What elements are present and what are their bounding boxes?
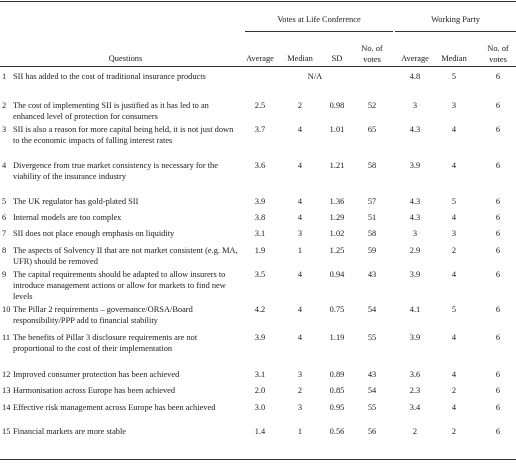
cell-wp-votes: 6 — [495, 101, 501, 110]
cell-wp-avg: 3.9 — [409, 333, 421, 342]
cell-conf-avg: 3.1 — [254, 229, 266, 238]
cell-wp-votes: 6 — [495, 246, 501, 255]
cell-wp-votes: 6 — [495, 161, 501, 170]
column-header-conf-sd: SD — [331, 54, 343, 63]
cell-conf-med: 2 — [297, 101, 303, 110]
cell-conf-sd: 0.56 — [329, 427, 345, 436]
cell-conf-med: 4 — [297, 161, 303, 170]
cell-wp-med: 4 — [451, 161, 457, 170]
cell-wp-avg: 4.1 — [409, 305, 421, 314]
cell-conf-med: 4 — [297, 270, 303, 279]
header-bottom-rule — [0, 66, 516, 67]
cell-conf-avg: 3.9 — [254, 333, 266, 342]
cell-conf-avg: 3.8 — [254, 213, 266, 222]
cell-wp-med: 5 — [451, 305, 457, 314]
cell-wp-avg: 4.8 — [409, 72, 421, 81]
cell-wp-med: 2 — [451, 427, 457, 436]
column-header-questions: Questions — [108, 54, 143, 63]
cell-conf-votes: 56 — [367, 427, 377, 436]
cell-conf-med: 3 — [297, 403, 303, 412]
cell-conf-avg: 2.0 — [254, 386, 266, 395]
column-header-conf-votes: No. of votes — [361, 44, 383, 64]
row-number: 13 — [2, 386, 11, 395]
cell-conf-sd: 0.85 — [329, 386, 345, 395]
cell-conf-votes: 55 — [367, 403, 377, 412]
question-text: Harmonisation across Europe has been achieved — [13, 386, 176, 395]
cell-wp-avg: 3.9 — [409, 161, 421, 170]
cell-conf-votes: 43 — [367, 370, 377, 379]
cell-conf-med: 2 — [297, 386, 303, 395]
cell-conf-avg: 2.5 — [254, 101, 266, 110]
cell-conf-avg: 3.7 — [254, 125, 266, 134]
cell-wp-avg: 4.3 — [409, 213, 421, 222]
row-number: 9 — [2, 270, 7, 279]
question-text: Financial markets are more stable — [13, 427, 127, 436]
cell-conf-sd: 1.29 — [329, 213, 345, 222]
row-number: 10 — [2, 305, 11, 314]
cell-wp-med: 3 — [451, 229, 457, 238]
row-number: 15 — [2, 427, 11, 436]
cell-conf-sd: 0.95 — [329, 403, 345, 412]
cell-wp-votes: 6 — [495, 270, 501, 279]
cell-wp-med: 4 — [451, 370, 457, 379]
cell-wp-med: 4 — [451, 270, 457, 279]
cell-conf-avg: 3.9 — [254, 197, 266, 206]
group-header-conference: Votes at Life Conference — [277, 15, 361, 24]
cell-conf-sd: 0.94 — [329, 270, 345, 279]
cell-wp-avg: 3.4 — [409, 403, 421, 412]
cell-conf-avg: 1.4 — [254, 427, 266, 436]
row-number: 6 — [2, 213, 7, 222]
cell-wp-avg: 2 — [412, 427, 418, 436]
group-rule-conference — [245, 31, 393, 32]
cell-conf-med: 4 — [297, 125, 303, 134]
group-header-working-party: Working Party — [431, 15, 480, 24]
cell-wp-votes: 6 — [495, 229, 501, 238]
cell-wp-med: 2 — [451, 386, 457, 395]
question-text: SII is also a reason for more capital being held, it is not just down to the economic impacts of falling interest rates — [13, 125, 234, 145]
cell-conf-med: 4 — [297, 197, 303, 206]
cell-conf-avg: 3.1 — [254, 370, 266, 379]
cell-wp-med: 4 — [451, 403, 457, 412]
cell-conf-votes: 57 — [367, 197, 377, 206]
cell-conf-votes: 52 — [367, 101, 377, 110]
cell-conf-votes: 54 — [367, 305, 377, 314]
cell-wp-votes: 6 — [495, 333, 501, 342]
cell-wp-avg: 2.3 — [409, 386, 421, 395]
cell-conf-votes: 43 — [367, 270, 377, 279]
cell-conf-sd: 0.98 — [329, 101, 345, 110]
cell-conf-med: 4 — [297, 213, 303, 222]
group-rule-working-party — [395, 31, 516, 32]
question-text: The capital requirements should be adapted to allow insurers to introduce management actions or allow for markets to find new levels — [13, 270, 226, 301]
cell-wp-votes: 6 — [495, 427, 501, 436]
row-number: 2 — [2, 101, 7, 110]
cell-conf-med: 3 — [297, 370, 303, 379]
column-header-conf-average: Average — [246, 54, 274, 63]
cell-wp-avg: 3.9 — [409, 270, 421, 279]
conference-note: N/A — [307, 72, 323, 81]
question-text: The Pillar 2 requirements – governance/ORSA/Board responsibility/PPP add to financial stability — [13, 305, 193, 325]
cell-conf-sd: 1.01 — [329, 125, 345, 134]
cell-conf-sd: 1.19 — [329, 333, 345, 342]
cell-conf-sd: 1.21 — [329, 161, 345, 170]
question-text: SII does not place enough emphasis on liquidity — [13, 229, 175, 238]
cell-wp-avg: 3.6 — [409, 370, 421, 379]
cell-wp-avg: 3 — [412, 101, 418, 110]
cell-conf-sd: 0.75 — [329, 305, 345, 314]
cell-wp-med: 5 — [451, 72, 457, 81]
table-top-rule — [0, 1, 516, 2]
cell-conf-votes: 58 — [367, 161, 377, 170]
cell-wp-med: 4 — [451, 125, 457, 134]
row-number: 12 — [2, 370, 11, 379]
cell-conf-votes: 65 — [367, 125, 377, 134]
cell-conf-med: 3 — [297, 229, 303, 238]
row-number: 1 — [2, 72, 7, 81]
column-header-wp-votes: No. of votes — [487, 44, 509, 64]
question-text: The cost of implementing SII is justified as it has led to an enhanced level of protection for consumers — [13, 101, 209, 121]
cell-wp-avg: 3 — [412, 229, 418, 238]
row-number: 11 — [2, 333, 11, 342]
row-number: 5 — [2, 197, 7, 206]
cell-conf-avg: 4.2 — [254, 305, 266, 314]
question-text: The benefits of Pillar 3 disclosure requirements are not proportional to the cost of their implementation — [13, 333, 198, 353]
cell-conf-med: 4 — [297, 305, 303, 314]
cell-conf-votes: 58 — [367, 229, 377, 238]
cell-wp-avg: 2.9 — [409, 246, 421, 255]
cell-wp-med: 4 — [451, 213, 457, 222]
cell-conf-sd: 1.36 — [329, 197, 345, 206]
question-text: SII has added to the cost of traditional insurance products — [13, 72, 206, 81]
cell-conf-med: 1 — [297, 427, 303, 436]
cell-conf-sd: 1.02 — [329, 229, 345, 238]
cell-conf-avg: 3.5 — [254, 270, 266, 279]
cell-conf-med: 1 — [297, 246, 303, 255]
question-text: The UK regulator has gold-plated SII — [13, 197, 139, 206]
cell-wp-votes: 6 — [495, 125, 501, 134]
row-number: 7 — [2, 229, 7, 238]
cell-conf-sd: 0.89 — [329, 370, 345, 379]
cell-wp-med: 3 — [451, 101, 457, 110]
cell-wp-votes: 6 — [495, 213, 501, 222]
cell-wp-votes: 6 — [495, 72, 501, 81]
cell-conf-avg: 3.6 — [254, 161, 266, 170]
cell-wp-votes: 6 — [495, 386, 501, 395]
question-text: Divergence from true market consistency is necessary for the viability of the insurance industry — [13, 161, 218, 181]
cell-wp-votes: 6 — [495, 197, 501, 206]
question-text: Improved consumer protection has been achieved — [13, 370, 180, 379]
cell-conf-med: 4 — [297, 333, 303, 342]
cell-conf-avg: 3.0 — [254, 403, 266, 412]
row-number: 14 — [2, 403, 11, 412]
column-header-conf-median: Median — [287, 54, 313, 63]
row-number: 8 — [2, 246, 7, 255]
question-text: The aspects of Solvency II that are not market consistent (e.g. MA, UFR) should be removed — [13, 246, 238, 266]
cell-conf-votes: 54 — [367, 386, 377, 395]
column-header-wp-median: Median — [441, 54, 467, 63]
cell-wp-votes: 6 — [495, 403, 501, 412]
cell-conf-avg: 1.9 — [254, 246, 266, 255]
cell-wp-med: 2 — [451, 246, 457, 255]
row-number: 4 — [2, 161, 7, 170]
cell-conf-sd: 1.25 — [329, 246, 345, 255]
cell-conf-votes: 59 — [367, 246, 377, 255]
cell-conf-votes: 55 — [367, 333, 377, 342]
cell-wp-med: 5 — [451, 197, 457, 206]
cell-wp-votes: 6 — [495, 305, 501, 314]
question-text: Effective risk management across Europe has been achieved — [13, 403, 216, 412]
cell-wp-med: 4 — [451, 333, 457, 342]
column-header-wp-average: Average — [401, 54, 429, 63]
question-text: Internal models are too complex — [13, 213, 122, 222]
cell-conf-votes: 51 — [367, 213, 377, 222]
row-number: 3 — [2, 125, 7, 134]
table-bottom-rule — [0, 459, 516, 460]
cell-wp-votes: 6 — [495, 370, 501, 379]
cell-wp-avg: 4.3 — [409, 197, 421, 206]
cell-wp-avg: 4.3 — [409, 125, 421, 134]
